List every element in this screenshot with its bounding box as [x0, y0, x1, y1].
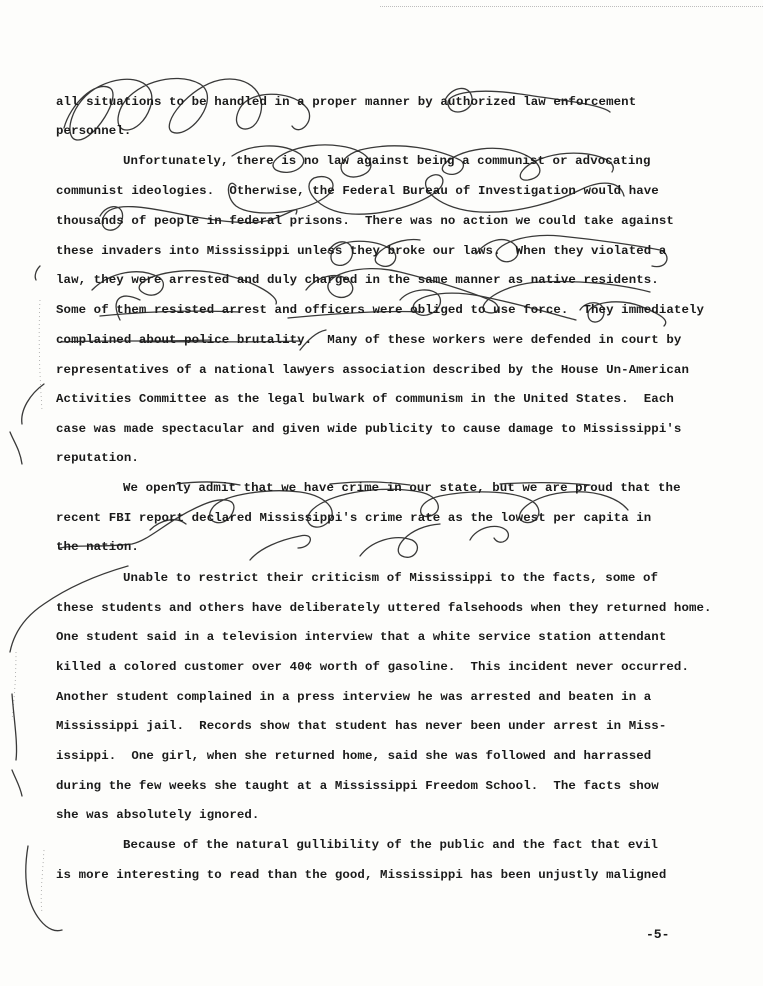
text-line: Activities Committee as the legal bulwark of communism in the United States. Each: [56, 392, 674, 406]
page-number: -5-: [646, 927, 670, 942]
margin-mark: [12, 770, 22, 796]
text-line: personnel.: [56, 124, 132, 138]
page-top-edge: [380, 6, 763, 7]
text-line: all situations to be handled in a proper manner by authorized law enforcement: [56, 95, 637, 109]
text-line: she was absolutely ignored.: [56, 808, 260, 822]
margin-mark: [35, 266, 40, 280]
margin-mark: [10, 432, 22, 464]
text-line: Mississippi jail. Records show that student has never been under arrest in Miss-: [56, 719, 667, 733]
text-line: Another student complained in a press interview he was arrested and beaten in a: [56, 690, 652, 704]
text-line: law, they were arrested and duly charged in the same manner as native residents.: [56, 273, 659, 287]
loop-scribble: [470, 526, 508, 542]
text-line: recent FBI report declared Mississippi's crime rate as the lowest per capita in: [56, 511, 652, 525]
text-line: thousands of people in federal prisons. There was no action we could take against: [56, 214, 674, 228]
text-line: communist ideologies. Otherwise, the Federal Bureau of Investigation would have: [56, 184, 659, 198]
margin-mark: [12, 694, 17, 760]
margin-mark: [26, 846, 62, 931]
loop-scribble: [360, 524, 440, 557]
text-line: Some of them resisted arrest and officers were obliged to use force. They immediately: [56, 303, 705, 317]
text-line: the nation.: [56, 540, 139, 554]
text-line: these invaders into Mississippi unless they broke our laws. When they violated a: [56, 244, 667, 258]
text-line: during the few weeks she taught at a Mississippi Freedom School. The facts show: [56, 779, 659, 793]
text-line: is more interesting to read than the good, Mississippi has been unjustly maligned: [56, 868, 667, 882]
text-line: representatives of a national lawyers association described by the House Un-American: [56, 363, 689, 377]
text-line: One student said in a television interview that a white service station attendant: [56, 630, 667, 644]
text-line: killed a colored customer over 40¢ worth of gasoline. This incident never occurred.: [56, 660, 689, 674]
margin-dots: [41, 850, 44, 912]
margin-dots: [12, 652, 16, 720]
text-line: Because of the natural gullibility of the public and the fact that evil: [123, 838, 659, 852]
text-line: reputation.: [56, 451, 139, 465]
text-line: case was made spectacular and given wide publicity to cause damage to Mississippi's: [56, 422, 682, 436]
text-line: complained about police brutality. Many of these workers were defended in court by: [56, 333, 682, 347]
text-line: these students and others have deliberately uttered falsehoods when they returned home.: [56, 601, 712, 615]
margin-mark: [22, 384, 44, 424]
text-line: issippi. One girl, when she returned home, said she was followed and harrassed: [56, 749, 652, 763]
text-line: We openly admit that we have crime in our state, but we are proud that the: [123, 481, 681, 495]
text-line: Unable to restrict their criticism of Mississippi to the facts, some of: [123, 571, 659, 585]
margin-dots: [39, 300, 42, 410]
text-line: Unfortunately, there is no law against being a communist or advocating: [123, 154, 651, 168]
loop-scribble: [250, 535, 310, 560]
